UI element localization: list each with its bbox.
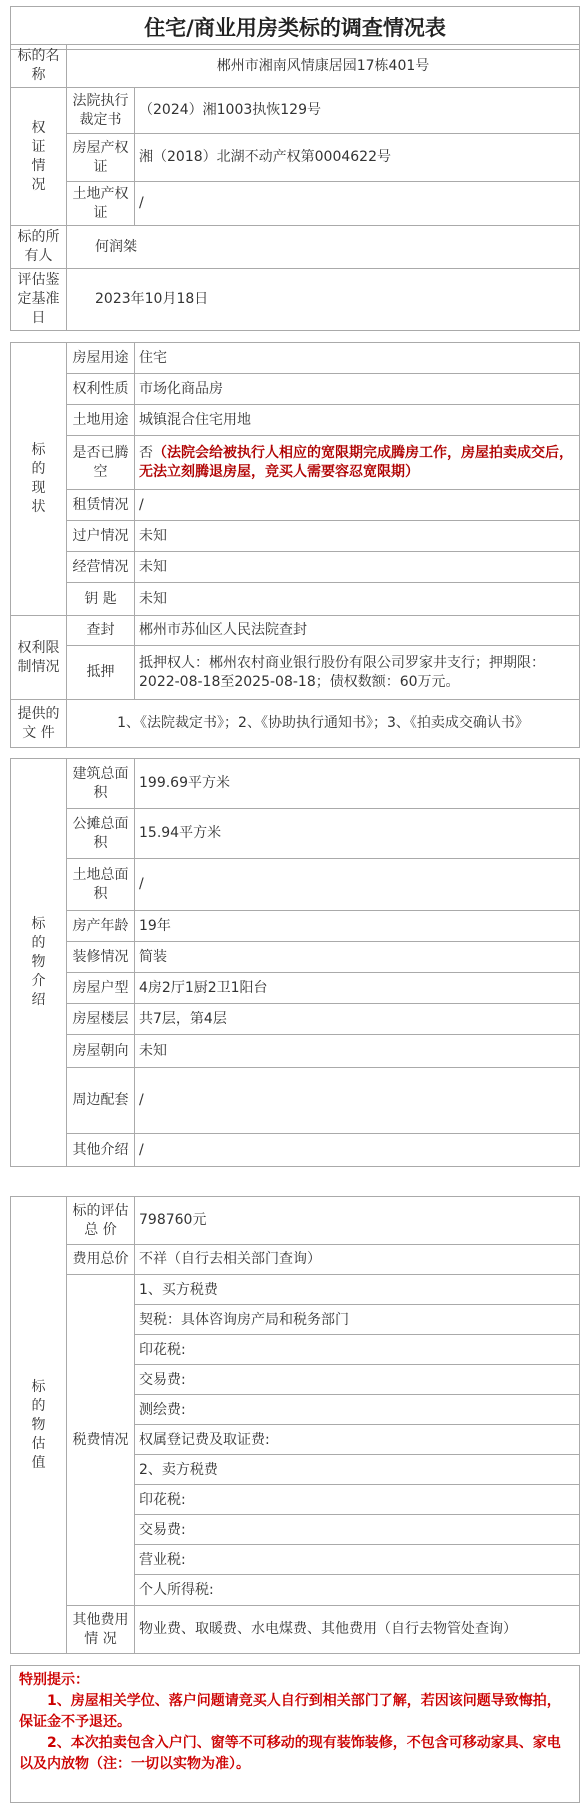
eval-price-value: 798760元: [135, 1197, 580, 1245]
age-value: 19年: [135, 911, 580, 942]
table-section-2: [10, 342, 580, 748]
mortgage-value: 抵押权人：郴州农村商业银行股份有限公司罗家井支行；押期限：2022-08-18至2025-08-18；债权数额：60万元。: [135, 646, 580, 700]
table-row: [11, 1606, 580, 1654]
around-value: /: [135, 1068, 580, 1134]
ruling-value: （2024）湘1003执恢129号: [135, 88, 580, 134]
row-label: 房屋朝向: [67, 1035, 135, 1068]
tax-item: 2、卖方税费: [135, 1455, 579, 1485]
table-row: [11, 226, 580, 269]
property-name: 郴州市湘南风情康居园17栋401号: [67, 45, 580, 88]
table-row: [11, 973, 580, 1004]
table-section-1: [10, 44, 580, 331]
tax-item: 交易费:: [135, 1365, 579, 1395]
tax-item: 个人所得税:: [139, 1582, 214, 1598]
sheet-title: 住宅/商业用房类标的调查情况表: [10, 6, 580, 50]
row-label: 房屋户型: [67, 973, 135, 1004]
row-label: 标的名称: [11, 45, 67, 88]
share-area-value: 15.94平方米: [135, 809, 580, 859]
layout-value: 4房2厅1厨2卫1阳台: [135, 973, 580, 1004]
tax-item: 1、买方税费: [135, 1275, 579, 1305]
row-label: 土地用途: [67, 405, 135, 436]
table-row: [11, 583, 580, 616]
row-label: 费用总价: [67, 1245, 135, 1275]
table-row: [11, 521, 580, 552]
table-row: [11, 809, 580, 859]
row-label: 标的所有人: [11, 226, 67, 269]
decor-value: 简装: [135, 942, 580, 973]
row-label: 提供的文 件: [11, 700, 67, 748]
row-label: 法院执行裁定书: [67, 88, 135, 134]
table-row: [11, 616, 580, 646]
eval-date-value: 2023年10月18日: [67, 269, 580, 331]
table-row: [11, 45, 580, 88]
table-row: [11, 700, 580, 748]
use-value: 住宅: [135, 343, 580, 374]
row-label: 周边配套: [67, 1068, 135, 1134]
table-row: [11, 343, 580, 374]
table-row: [11, 911, 580, 942]
row-label: 查封: [67, 616, 135, 646]
row-label: 其他费用情 况: [67, 1606, 135, 1654]
row-label: 权利性质: [67, 374, 135, 405]
house-cert-value: 湘（2018）北湖不动产权第0004622号: [135, 134, 580, 182]
row-label: 税费情况: [67, 1275, 135, 1606]
tax-item: 营业税:: [135, 1545, 579, 1575]
table-row: [11, 1004, 580, 1035]
row-label: 房屋产权证: [67, 134, 135, 182]
group-rights-label: 权证情况: [31, 119, 46, 193]
row-label: 建筑总面积: [67, 759, 135, 809]
table-row: [11, 859, 580, 911]
row-label: 土地产权证: [67, 182, 135, 226]
key-value: 未知: [135, 583, 580, 616]
fee-total-value: 不祥（自行去相关部门查询）: [135, 1245, 580, 1275]
table-row: [11, 374, 580, 405]
table-section-3: [10, 758, 580, 1167]
table-row: [11, 552, 580, 583]
vacated-note: （法院会给被执行人相应的宽限期完成腾房工作，房屋拍卖成交后，无法立刻腾退房屋，竞买人需要容忍宽限期）: [139, 444, 573, 480]
row-label: 是否已腾空: [67, 436, 135, 490]
tax-item: 印花税:: [135, 1485, 579, 1515]
table-row: [11, 88, 580, 134]
group-rights: [11, 88, 67, 226]
orient-value: 未知: [135, 1035, 580, 1068]
land-area-value: /: [135, 859, 580, 911]
tax-item: 权属登记费及取证费:: [135, 1425, 579, 1455]
tax-item: 测绘费:: [135, 1395, 579, 1425]
table-row: [11, 759, 580, 809]
note-item: 1、房屋相关学位、落户问题请竞买人自行到相关部门了解，若因该问题导致悔拍，保证金不予退还。: [19, 1693, 561, 1730]
row-label: 房屋楼层: [67, 1004, 135, 1035]
table-row: [11, 405, 580, 436]
other-fee-value: 物业费、取暖费、水电煤费、其他费用（自行去物管处查询）: [135, 1606, 580, 1654]
tax-item: 印花税:: [135, 1335, 579, 1365]
build-area-value: 199.69平方米: [135, 759, 580, 809]
lease-value: /: [135, 490, 580, 521]
vacated-value: [135, 436, 580, 490]
group-limits: 权利限制情况: [11, 616, 67, 700]
row-label: 公摊总面积: [67, 809, 135, 859]
seal-value: 郴州市苏仙区人民法院查封: [135, 616, 580, 646]
group-valuation: [11, 1197, 67, 1654]
group-intro-label: 标的物介绍: [31, 916, 46, 1008]
table-row: [11, 490, 580, 521]
special-notes: [10, 1665, 580, 1803]
group-status-label: 标的现状: [31, 442, 46, 515]
table-row: [11, 1134, 580, 1167]
table-row: [11, 1068, 580, 1134]
table-row: [11, 436, 580, 490]
vacated-answer: 否: [139, 444, 153, 461]
table-row: [11, 182, 580, 226]
docs-value: 1、《法院裁定书》；2、《协助执行通知书》；3、《拍卖成交确认书》: [67, 700, 580, 748]
row-label: 评估鉴定基准日: [11, 269, 67, 331]
notes-heading: 特别提示：: [19, 1672, 89, 1688]
nature-value: 市场化商品房: [135, 374, 580, 405]
table-row: [11, 646, 580, 700]
note-item: 2、本次拍卖包含入户门、窗等不可移动的现有装饰装修，不包含可移动家具、家电以及内放物（注：一切以实物为准）。: [19, 1735, 561, 1772]
row-label: 抵押: [67, 646, 135, 700]
land-cert-value: /: [135, 182, 580, 226]
tax-item: 契税：具体咨询房产局和税务部门: [135, 1305, 579, 1335]
row-label: 装修情况: [67, 942, 135, 973]
table-row: [11, 269, 580, 331]
table-row: [11, 134, 580, 182]
row-label: 房产年龄: [67, 911, 135, 942]
row-label: 过户情况: [67, 521, 135, 552]
land-use-value: 城镇混合住宅用地: [135, 405, 580, 436]
table-row: [11, 1245, 580, 1275]
tax-list: [135, 1275, 580, 1606]
row-label: 钥 匙: [67, 583, 135, 616]
owner-value: 何润桀: [67, 226, 580, 269]
table-row: [11, 1275, 580, 1606]
floor-value: 共7层，第4层: [135, 1004, 580, 1035]
group-intro: [11, 759, 67, 1167]
transfer-value: 未知: [135, 521, 580, 552]
row-label: 其他介绍: [67, 1134, 135, 1167]
row-label: 标的评估总 价: [67, 1197, 135, 1245]
other-value: /: [135, 1134, 580, 1167]
tax-item: 交易费:: [135, 1515, 579, 1545]
row-label: 房屋用途: [67, 343, 135, 374]
business-value: 未知: [135, 552, 580, 583]
group-status: [11, 343, 67, 616]
table-row: [11, 1197, 580, 1245]
table-section-4: [10, 1196, 580, 1654]
row-label: 经营情况: [67, 552, 135, 583]
table-row: [11, 942, 580, 973]
table-row: [11, 1035, 580, 1068]
group-valuation-label: 标的物估值: [31, 1378, 46, 1471]
row-label: 租赁情况: [67, 490, 135, 521]
row-label: 土地总面积: [67, 859, 135, 911]
